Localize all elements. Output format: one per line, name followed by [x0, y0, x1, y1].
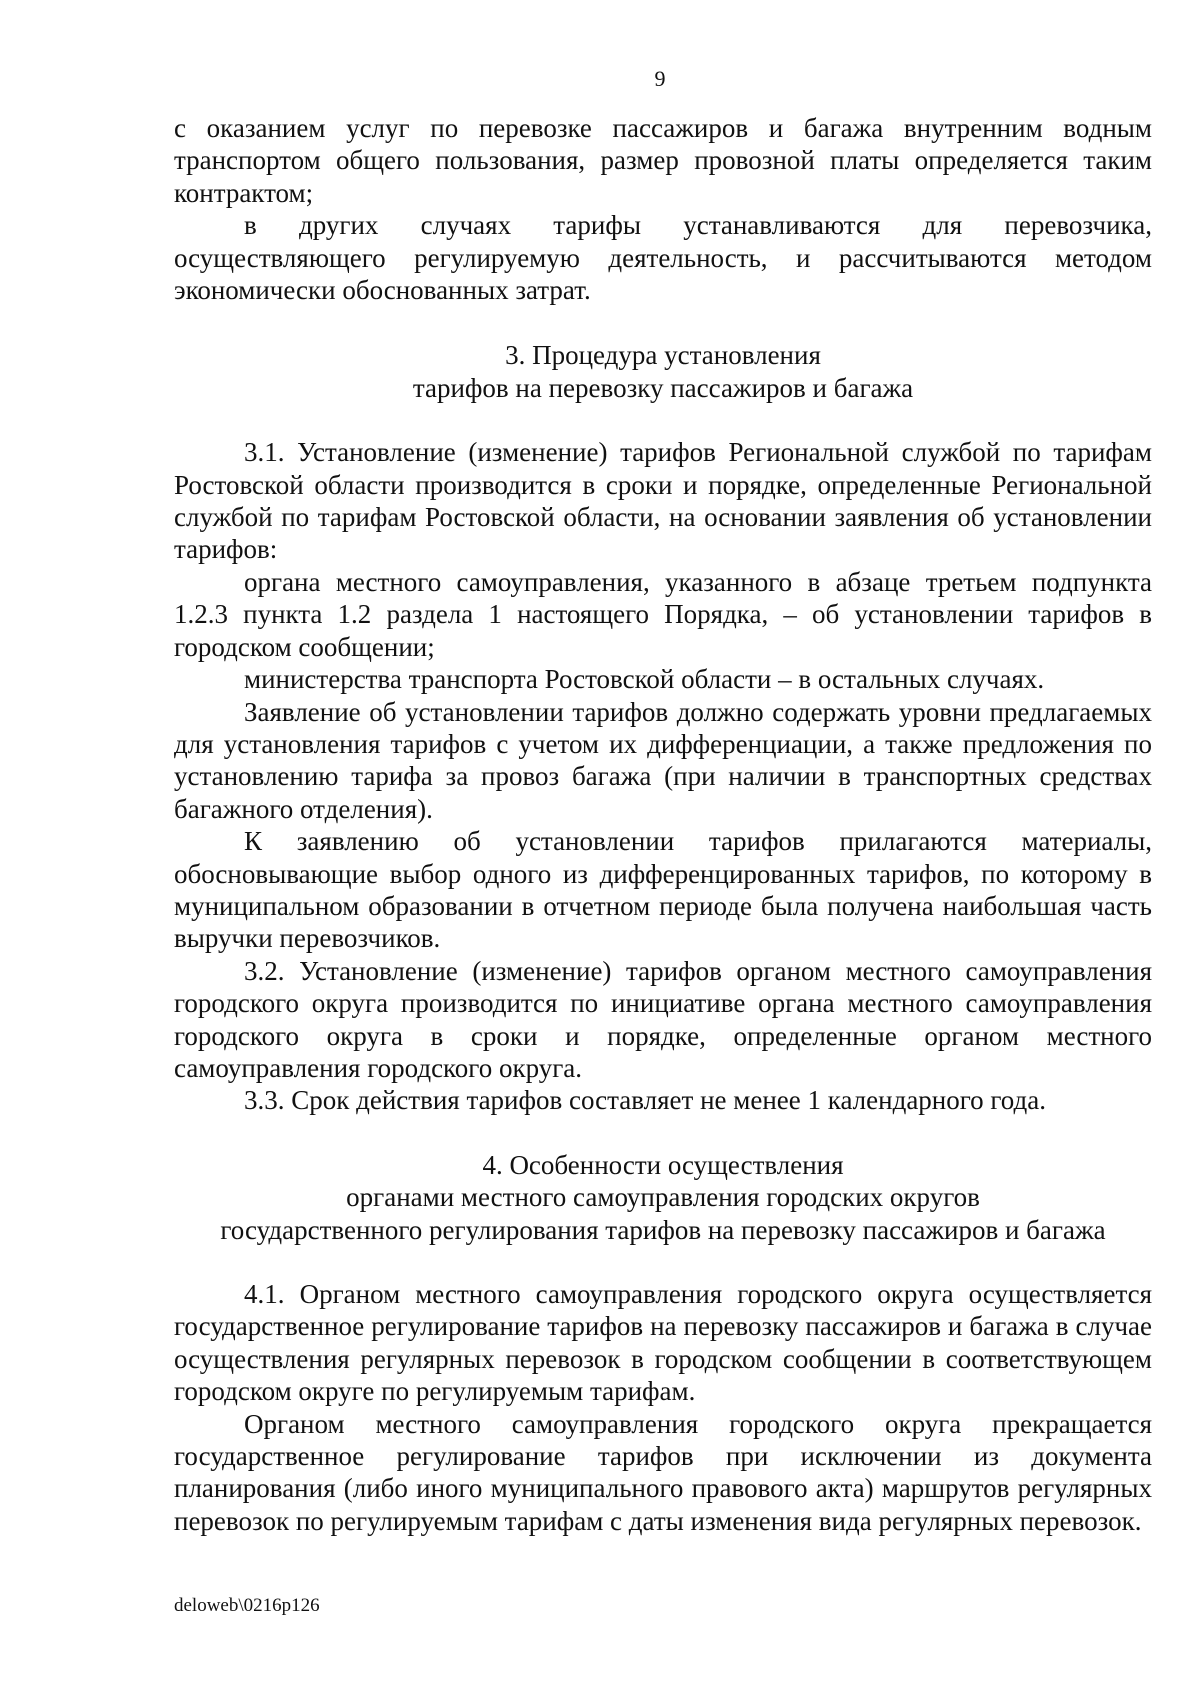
- paragraph-intro-2: в других случаях тарифы устанавливаются для перевозчика, осуществляющего регулируемую деятельность, и рассчитываются методом экономически обоснованных затрат.: [174, 210, 1152, 306]
- page-number: 9: [654, 66, 666, 91]
- section-3-heading-line-1: 3. Процедура установления: [505, 340, 821, 371]
- paragraph-4-1: 4.1. Органом местного самоуправления городского округа осуществляется государственное регулирование тарифов на перевозку пассажиров и багажа в случае осуществления регулярных перевозок в городском сообщении в соответствующем городском округе по регулируемым тарифам.: [174, 1279, 1152, 1407]
- paragraph-3-1-materials: К заявлению об установлении тарифов прилагаются материалы, обосновывающие выбор одного из дифференцированных тарифов, по которому в муниципальном образовании в отчетном периоде была получена наибольшая часть выручки перевозчиков.: [174, 826, 1152, 954]
- paragraph-3-1: 3.1. Установление (изменение) тарифов Региональной службой по тарифам Ростовской области производится в сроки и порядке, определенные Региональной службой по тарифам Ростовской области, на основании заявления об установлении тарифов:: [174, 437, 1152, 565]
- paragraph-3-1-item-2: министерства транспорта Ростовской области – в остальных случаях.: [244, 664, 1045, 695]
- paragraph-3-3: 3.3. Срок действия тарифов составляет не менее 1 календарного года.: [244, 1085, 1046, 1116]
- paragraph-4-1-termination: Органом местного самоуправления городского округа прекращается государственное регулирование тарифов при исключении из документа планирования (либо иного муниципального правового акта) маршрутов регулярных перевозок по регулируемым тарифам с даты изменения вида регулярных перевозок.: [174, 1408, 1152, 1536]
- section-3-heading-line-2: тарифов на перевозку пассажиров и багажа: [412, 372, 914, 403]
- paragraph-3-1-item-1: органа местного самоуправления, указанного в абзаце третьем подпункта 1.2.3 пункта 1.2 раздела 1 настоящего Порядка, – об установлении тарифов в городском сообщении;: [174, 566, 1152, 662]
- section-4-heading-line-1: 4. Особенности осуществления: [482, 1149, 844, 1180]
- document-footer-code: deloweb\0216p126: [174, 1595, 320, 1616]
- section-4-heading-line-3: государственного регулирования тарифов на перевозку пассажиров и багажа: [220, 1214, 1106, 1245]
- paragraph-3-2: 3.2. Установление (изменение) тарифов органом местного самоуправления городского округа производится по инициативе органа местного самоуправления городского округа в сроки и порядке, определенные органом местного самоуправления городского округа.: [174, 955, 1152, 1083]
- paragraph-3-1-application: Заявление об установлении тарифов должно содержать уровни предлагаемых для установления тарифов с учетом их дифференциации, а также предложения по установлению тарифа за провоз багажа (при наличии в транспортных средствах багажного отделения).: [174, 696, 1152, 824]
- paragraph-intro-1: с оказанием услуг по перевозке пассажиров и багажа внутренним водным транспортом общего пользования, размер провозной платы определяется таким контрактом;: [174, 113, 1152, 208]
- document-body: [174, 112, 1152, 1537]
- section-4-heading-line-2: органами местного самоуправления городских округов: [346, 1182, 980, 1213]
